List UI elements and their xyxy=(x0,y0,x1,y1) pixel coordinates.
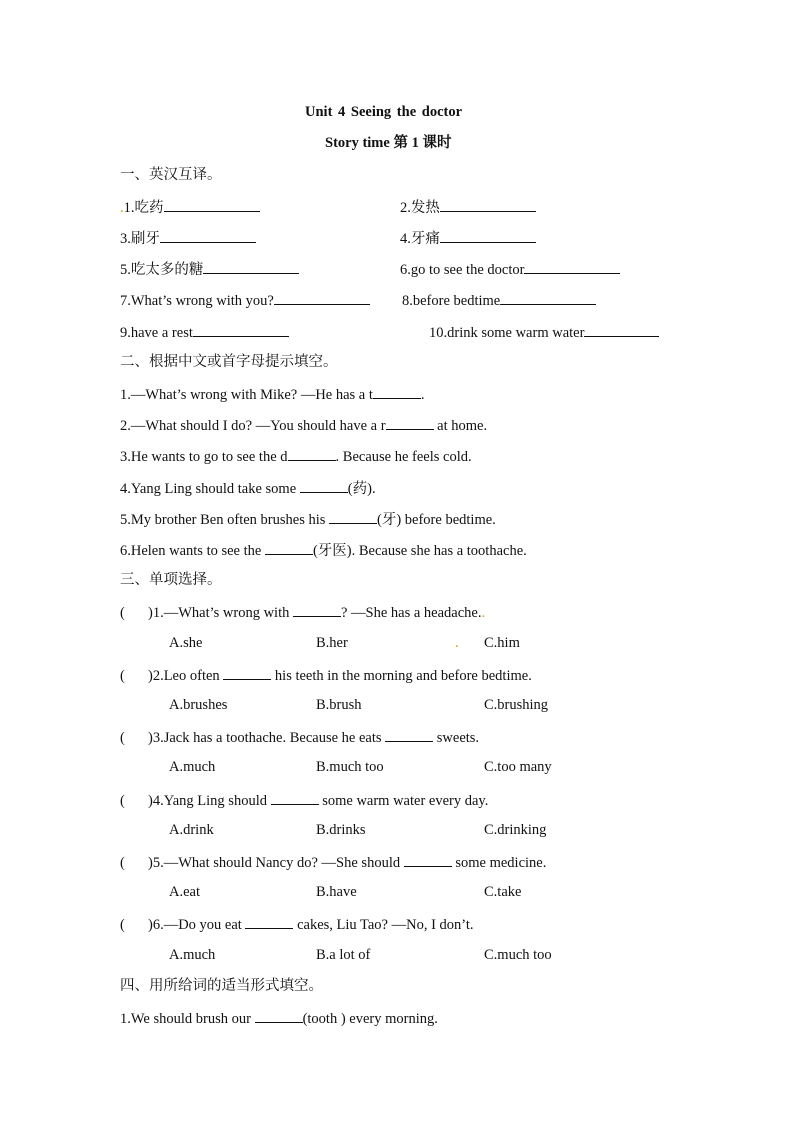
s3-q6-option-c[interactable]: C.much too xyxy=(484,947,552,963)
s2-item-5: 5.My brother Ben often brushes his (牙) before bedtime. xyxy=(120,509,496,529)
s3-q6-option-b[interactable]: B.a lot of xyxy=(316,947,371,963)
answer-blank[interactable] xyxy=(274,290,370,305)
s3-q3-option-c[interactable]: C.too many xyxy=(484,759,552,775)
s3-question-5: ( )5.—What should Nancy do? —She should some medicine. xyxy=(120,852,546,872)
s1-item-4: 4.牙痛 xyxy=(400,228,536,248)
page-subtitle: Story time 第 1 课时 xyxy=(325,135,452,151)
answer-blank[interactable] xyxy=(584,322,659,337)
s3-q1-option-a[interactable]: A.she xyxy=(169,635,203,651)
s3-question-2: ( )2.Leo often his teeth in the morning and before bedtime. xyxy=(120,665,532,685)
s3-question-1: ( )1.—What’s wrong with ? —She has a headache.. xyxy=(120,602,485,622)
s3-q3-option-b[interactable]: B.much too xyxy=(316,759,384,775)
answer-blank[interactable] xyxy=(193,322,289,337)
s3-q4-option-b[interactable]: B.drinks xyxy=(316,822,366,838)
answer-blank[interactable] xyxy=(524,259,620,274)
answer-blank[interactable] xyxy=(160,228,256,243)
s1-item-1: .1.吃药 xyxy=(120,197,260,217)
s3-q4-option-c[interactable]: C.drinking xyxy=(484,822,547,838)
s1-item-2: 2.发热 xyxy=(400,197,536,217)
stray-dot: . xyxy=(481,605,486,621)
answer-paren[interactable]: ( xyxy=(120,668,125,684)
s3-q2-option-c[interactable]: C.brushing xyxy=(484,697,549,713)
s3-question-6: ( )6.—Do you eat cakes, Liu Tao? —No, I don’t. xyxy=(120,914,474,934)
s1-item-5: 5.吃太多的糖 xyxy=(120,259,299,279)
s2-item-6: 6.Helen wants to see the (牙医). Because she has a toothache. xyxy=(120,540,527,560)
answer-blank[interactable] xyxy=(265,540,313,555)
s3-q5-option-b[interactable]: B.have xyxy=(316,884,357,900)
s3-question-3: ( )3.Jack has a toothache. Because he eats sweets. xyxy=(120,727,479,747)
answer-blank[interactable] xyxy=(293,602,341,617)
s4-item-1: 1.We should brush our (tooth ) every morning. xyxy=(120,1008,438,1028)
section3-heading: 三、单项选择。 xyxy=(120,572,222,588)
s1-item-10: 10.drink some warm water xyxy=(429,322,659,342)
answer-blank[interactable] xyxy=(223,665,271,680)
s3-question-4: ( )4.Yang Ling should some warm water every day. xyxy=(120,790,488,810)
s1-item-6: 6.go to see the doctor xyxy=(400,259,620,279)
answer-blank[interactable] xyxy=(373,384,421,399)
s1-item-3: 3.刷牙 xyxy=(120,228,256,248)
s1-item-7: 7.What’s wrong with you? xyxy=(120,290,370,310)
answer-blank[interactable] xyxy=(385,727,433,742)
s3-q3-option-a[interactable]: A.much xyxy=(169,759,216,775)
answer-blank[interactable] xyxy=(245,914,293,929)
s2-item-3: 3.He wants to go to see the d . Because he feels cold. xyxy=(120,446,472,466)
s3-q1-option-c[interactable]: C.him xyxy=(484,635,520,651)
stray-dot: . xyxy=(455,635,459,651)
s1-item-8: 8.before bedtime xyxy=(402,290,596,310)
page-title: Unit 4 Seeing the doctor xyxy=(305,104,463,120)
s3-q2-option-b[interactable]: B.brush xyxy=(316,697,362,713)
s3-q4-option-a[interactable]: A.drink xyxy=(169,822,214,838)
answer-blank[interactable] xyxy=(500,290,596,305)
s3-q1-option-b[interactable]: B.her xyxy=(316,635,348,651)
answer-blank[interactable] xyxy=(288,446,336,461)
section4-heading: 四、用所给词的适当形式填空。 xyxy=(120,978,323,994)
section1-heading: 一、英汉互译。 xyxy=(120,167,222,183)
answer-blank[interactable] xyxy=(164,197,260,212)
answer-blank[interactable] xyxy=(440,228,536,243)
s2-item-2: 2.—What should I do? —You should have a r at home. xyxy=(120,415,487,435)
stray-dot: . xyxy=(120,200,124,216)
s3-q6-option-a[interactable]: A.much xyxy=(169,947,216,963)
answer-paren[interactable]: ( xyxy=(120,793,125,809)
answer-paren[interactable]: ( xyxy=(120,605,125,621)
s3-q5-option-a[interactable]: A.eat xyxy=(169,884,200,900)
answer-paren[interactable]: ( xyxy=(120,855,125,871)
section2-heading: 二、根据中文或首字母提示填空。 xyxy=(120,354,338,370)
s3-q2-option-a[interactable]: A.brushes xyxy=(169,697,228,713)
answer-blank[interactable] xyxy=(440,197,536,212)
answer-blank[interactable] xyxy=(404,852,452,867)
answer-blank[interactable] xyxy=(203,259,299,274)
answer-paren[interactable]: ( xyxy=(120,917,125,933)
answer-blank[interactable] xyxy=(300,478,348,493)
s2-item-4: 4.Yang Ling should take some (药). xyxy=(120,478,376,498)
s3-q5-option-c[interactable]: C.take xyxy=(484,884,522,900)
s1-item-9: 9.have a rest xyxy=(120,322,289,342)
answer-paren[interactable]: ( xyxy=(120,730,125,746)
answer-blank[interactable] xyxy=(255,1008,303,1023)
s2-item-1: 1.—What’s wrong with Mike? —He has a t . xyxy=(120,384,425,404)
answer-blank[interactable] xyxy=(271,790,319,805)
answer-blank[interactable] xyxy=(329,509,377,524)
answer-blank[interactable] xyxy=(386,415,434,430)
